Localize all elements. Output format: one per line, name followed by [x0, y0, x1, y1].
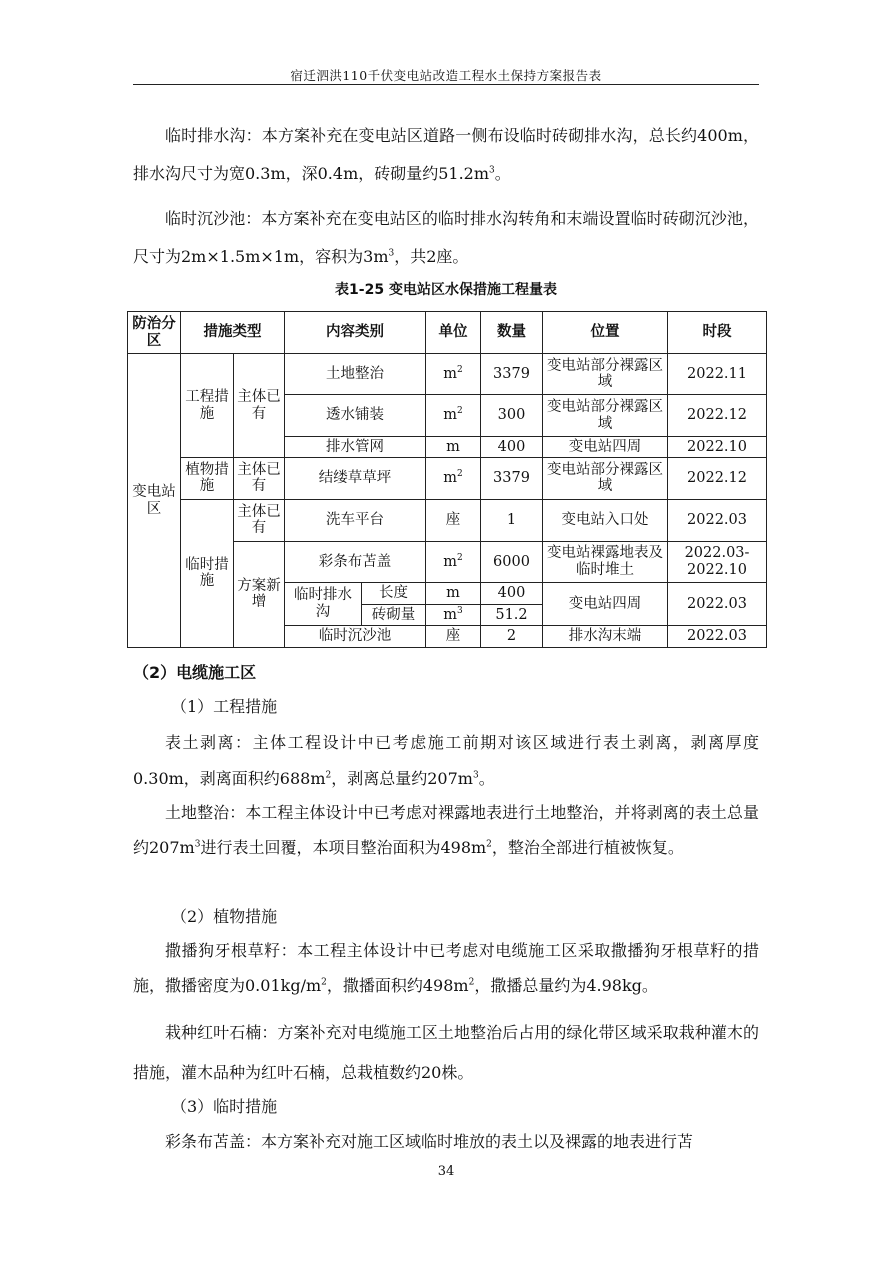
subcontent-cell: 砖砌量 [362, 604, 426, 626]
qty-cell: 3379 [481, 458, 543, 499]
qty-cell: 1 [481, 499, 543, 541]
table-header-row [128, 312, 767, 354]
period-cell: 2022.12 [668, 395, 767, 436]
qty-cell: 6000 [481, 541, 543, 582]
period-cell: 2022.11 [668, 354, 767, 395]
subheading-temporary: （3）临时措施 [171, 1097, 278, 1116]
unit-cell: $m^2$ [426, 541, 481, 582]
unit-cell: m [426, 583, 481, 605]
content-cell: 土地整治 [285, 354, 426, 395]
period-cell: 2022.03 [668, 626, 767, 648]
page-number: 34 [437, 1164, 455, 1179]
header-measure-type: 措施类型 [181, 312, 285, 354]
zone-cell: 变电站区 [128, 354, 181, 648]
subheading-engineering: （1）工程措施 [171, 697, 278, 716]
paragraph-seeding: 撒播狗牙根草籽：本工程主体设计中已考虑对电缆施工区采取撒播狗牙根草籽的措施，撒播密度为$0.01kg/m^2$，撒播面积约$498m^2$，撒播总量约为4.98kg。 [133, 941, 759, 995]
header-period: 时段 [668, 312, 767, 354]
header-zone: 防治分区 [128, 312, 181, 354]
table-caption: 表1-25 变电站区水保措施工程量表 [335, 282, 557, 298]
paragraph-tarp-cover: 彩条布苫盖：本方案补充对施工区域临时堆放的表土以及裸露的地表进行苫 [165, 1132, 694, 1151]
period-cell: 2022.10 [668, 436, 767, 458]
location-cell: 变电站入口处 [543, 499, 668, 541]
content-cell: 彩条布苫盖 [285, 541, 426, 582]
location-cell: 变电站四周 [543, 436, 668, 458]
paragraph-temp-ditch: 临时排水沟：本方案补充在变电站区道路一侧布设临时砖砌排水沟，总长约400m，排水沟尺寸为宽0.3m，深0.4m，砖砌量约$51.2m^3$。 [133, 126, 759, 183]
header-location: 位置 [543, 312, 668, 354]
subheading-plant: （2）植物措施 [171, 907, 278, 926]
paragraph-land-leveling: 土地整治：本工程主体设计中已考虑对裸露地表进行土地整治，并将剥离的表土总量约$207m^3$进行表土回覆，本项目整治面积为$498m^2$，整治全部进行植被恢复。 [133, 803, 759, 857]
running-header: 宿迁泗洪110千伏变电站改造工程水土保持方案报告表 [290, 68, 602, 83]
table-row [128, 458, 767, 499]
header-unit: 单位 [426, 312, 481, 354]
paragraph-shrub-planting: 栽种红叶石楠：方案补充对电缆施工区土地整治后占用的绿化带区域采取栽种灌木的措施，灌木品种为红叶石楠，总栽植数约20株。 [133, 1023, 759, 1082]
type-plant: 植物措施 [181, 458, 234, 499]
location-cell: 变电站裸露地表及临时堆土 [543, 541, 668, 582]
source-existing: 主体已有 [234, 499, 285, 541]
location-cell: 变电站四周 [543, 583, 668, 626]
unit-cell: $m^2$ [426, 458, 481, 499]
qty-cell: 300 [481, 395, 543, 436]
unit-cell: $m^3$ [426, 604, 481, 626]
qty-cell: 400 [481, 436, 543, 458]
unit-cell: m [426, 436, 481, 458]
unit-cell: 座 [426, 499, 481, 541]
content-cell: 透水铺装 [285, 395, 426, 436]
location-cell: 排水沟末端 [543, 626, 668, 648]
content-cell: 排水管网 [285, 436, 426, 458]
period-cell: 2022.12 [668, 458, 767, 499]
qty-cell: 51.2 [481, 604, 543, 626]
unit-cell: $m^2$ [426, 395, 481, 436]
measures-table [127, 311, 767, 648]
table-row [128, 354, 767, 395]
header-content: 内容类别 [285, 312, 426, 354]
qty-cell: 2 [481, 626, 543, 648]
paragraph-topsoil-stripping: 表土剥离：主体工程设计中已考虑施工前期对该区域进行表土剥离，剥离厚度0.30m，剥离面积约$688m^2$，剥离总量约$207m^3$。 [133, 733, 759, 788]
location-cell: 变电站部分裸露区域 [543, 395, 668, 436]
section-title: （2）电缆施工区 [133, 663, 257, 682]
header-qty: 数量 [481, 312, 543, 354]
unit-cell: $m^2$ [426, 354, 481, 395]
qty-cell: 3379 [481, 354, 543, 395]
source-existing: 主体已有 [234, 354, 285, 458]
content-cell: 结缕草草坪 [285, 458, 426, 499]
location-cell: 变电站部分裸露区域 [543, 354, 668, 395]
source-existing: 主体已有 [234, 458, 285, 499]
table-row [128, 499, 767, 541]
location-cell: 变电站部分裸露区域 [543, 458, 668, 499]
period-cell: 2022.03 [668, 499, 767, 541]
subcontent-cell: 长度 [362, 583, 426, 605]
period-cell: 2022.03-2022.10 [668, 541, 767, 582]
source-new: 方案新增 [234, 541, 285, 647]
header-rule [133, 84, 759, 85]
unit-cell: 座 [426, 626, 481, 648]
content-cell: 洗车平台 [285, 499, 426, 541]
qty-cell: 400 [481, 583, 543, 605]
period-cell: 2022.03 [668, 583, 767, 626]
content-cell: 临时排水沟 [285, 583, 362, 626]
content-cell: 临时沉沙池 [285, 626, 426, 648]
paragraph-settling-tank: 临时沉沙池：本方案补充在变电站区的临时排水沟转角和末端设置临时砖砌沉沙池，尺寸为2m×1.5m×1m，容积为$3m^3$，共2座。 [133, 209, 759, 266]
type-temporary: 临时措施 [181, 499, 234, 647]
type-engineering: 工程措施 [181, 354, 234, 458]
